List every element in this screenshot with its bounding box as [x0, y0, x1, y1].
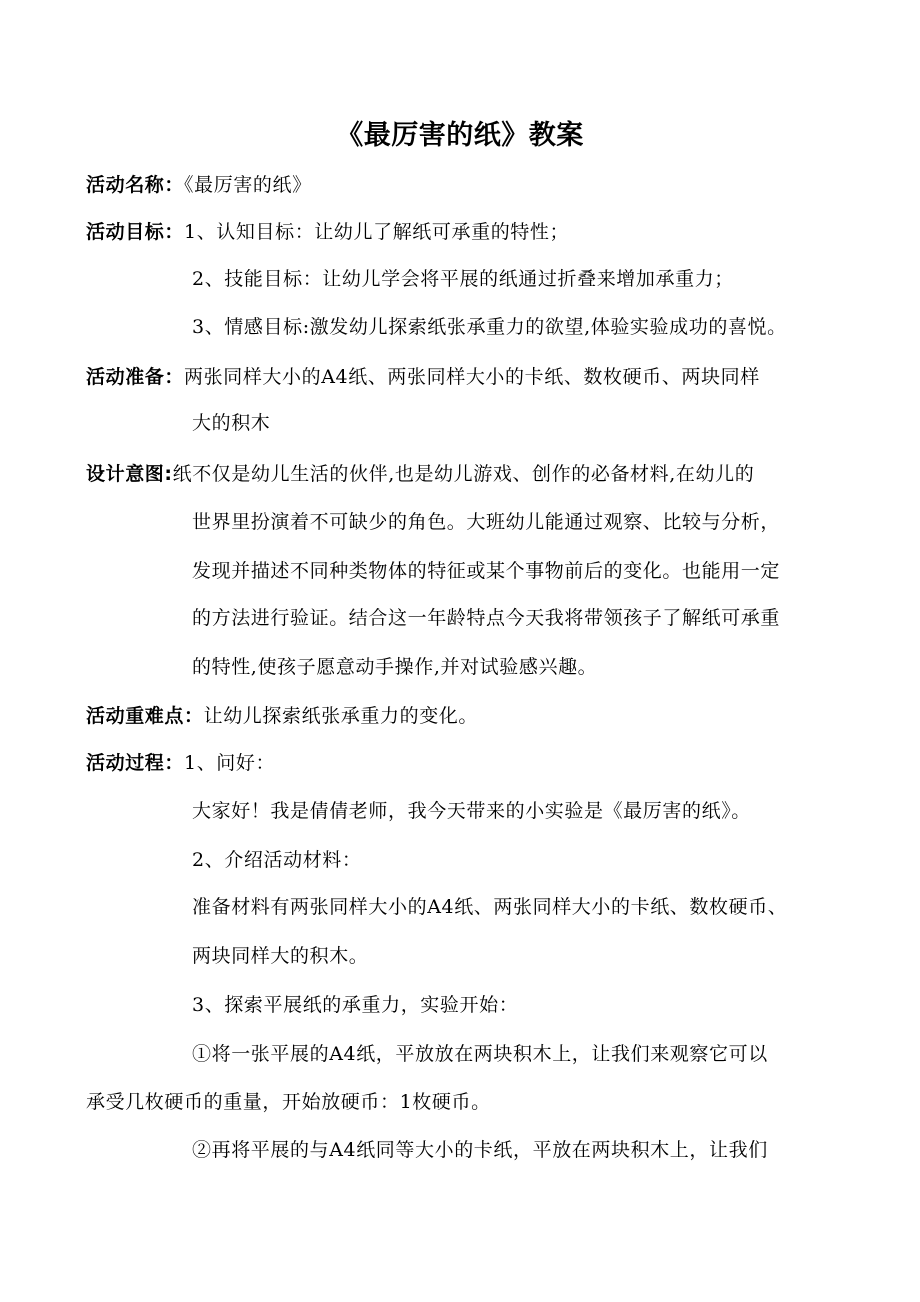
key-points-text: 让幼儿探索纸张承重力的变化。 [203, 705, 479, 727]
activity-process-label: 活动过程： [86, 752, 185, 774]
process-experiment-1-line-1: ①将一张平展的A4纸，平放放在两块积木上，让我们来观察它可以 [192, 1043, 768, 1065]
process-materials-text-2: 两块同样大的积木。 [192, 945, 369, 967]
process-step-3-title: 3、探索平展纸的承重力，实验开始： [192, 994, 519, 1016]
activity-prep-line-1 [86, 362, 760, 392]
activity-goals-line-1 [86, 217, 569, 247]
design-text-3: 发现并描述不同种类物体的特征或某个事物前后的变化。也能用一定 [192, 560, 781, 582]
activity-process-line-1 [86, 748, 275, 778]
activity-goals-label: 活动目标： [86, 221, 185, 243]
activity-name-label: 活动名称： [86, 174, 185, 196]
process-step-1-title: 1、问好： [184, 752, 276, 774]
goal-emotion: 3、情感目标:激发幼儿探索纸张承重力的欲望,体验实验成功的喜悦。 [192, 316, 787, 338]
design-text-2: 世界里扮演着不可缺少的角色。大班幼儿能通过观察、比较与分析， [192, 511, 781, 533]
design-intent-line-1 [86, 459, 754, 489]
activity-name-text: 《最厉害的纸》 [184, 174, 312, 196]
process-materials-text-1: 准备材料有两张同样大小的A4纸、两张同样大小的卡纸、数枚硬币、 [192, 896, 788, 918]
prep-text-1: 两张同样大小的A4纸、两张同样大小的卡纸、数枚硬币、两块同样 [184, 366, 760, 388]
key-points-label: 活动重难点： [86, 705, 204, 727]
design-intent-label: 设计意图: [86, 463, 173, 485]
process-step-2-title: 2、介绍活动材料： [192, 849, 362, 871]
design-text-1: 纸不仅是幼儿生活的伙伴,也是幼儿游戏、创作的必备材料,在幼儿的 [172, 463, 755, 485]
process-greeting-text: 大家好！我是倩倩老师，我今天带来的小实验是《最厉害的纸》。 [192, 800, 751, 822]
goal-cognitive: 1、认知目标：让幼儿了解纸可承重的特性； [184, 221, 570, 243]
prep-text-2: 大的积木 [192, 412, 271, 434]
process-experiment-2-line-1: ②再将平展的与A4纸同等大小的卡纸，平放在两块积木上，让我们 [192, 1139, 768, 1161]
activity-prep-label: 活动准备： [86, 366, 185, 388]
document-title: 《最厉害的纸》教案 [336, 120, 584, 151]
key-points-line [86, 701, 478, 731]
design-text-4: 的方法进行验证。结合这一年龄特点今天我将带领孩子了解纸可承重 [192, 607, 781, 629]
process-experiment-1-line-2: 承受几枚硬币的重量，开始放硬币：1枚硬币。 [86, 1091, 491, 1113]
activity-name-line [86, 170, 312, 200]
design-text-5: 的特性,使孩子愿意动手操作,并对试验感兴趣。 [192, 656, 598, 678]
goal-skill: 2、技能目标：让幼儿学会将平展的纸通过折叠来增加承重力； [192, 268, 734, 290]
